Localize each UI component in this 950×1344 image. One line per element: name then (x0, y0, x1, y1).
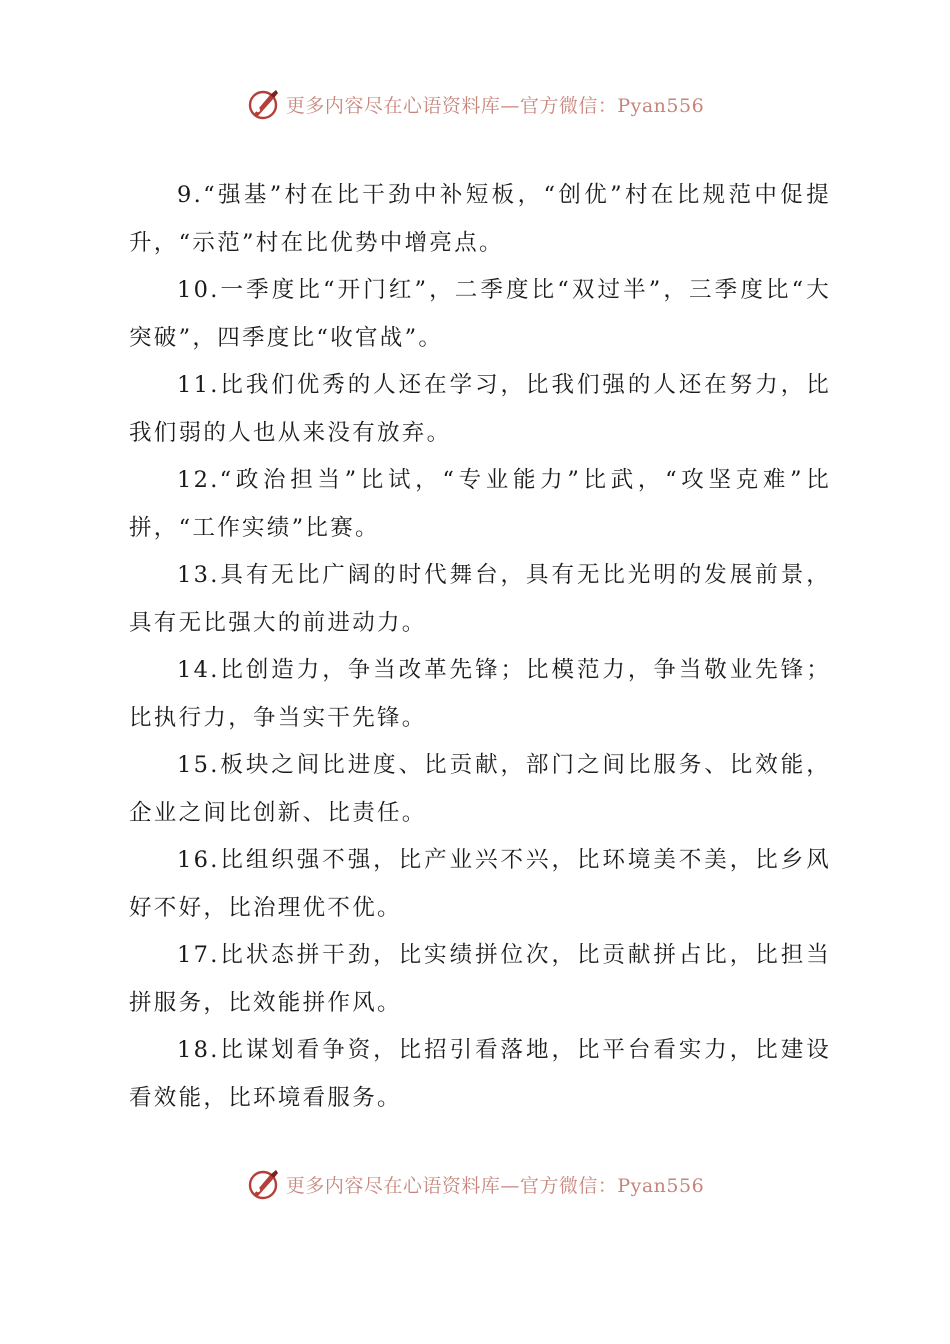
footer-watermark-text: 更多内容尽在心语资料库—官方微信：Pyan556 (285, 1174, 705, 1197)
pen-logo-icon (246, 86, 282, 122)
header-watermark (0, 84, 950, 124)
header-watermark-text: 更多内容尽在心语资料库—官方微信：Pyan556 (285, 94, 705, 117)
pen-logo-icon (246, 1166, 282, 1202)
paragraph-10: 10.一季度比“开门红”，二季度比“双过半”，三季度比“大突破”，四季度比“收官战”。 (129, 277, 831, 351)
paragraph-13: 13.具有无比广阔的时代舞台，具有无比光明的发展前景，具有无比强大的前进动力。 (129, 562, 831, 636)
footer-watermark (0, 1164, 950, 1204)
paragraph-16: 16.比组织强不强，比产业兴不兴，比环境美不美，比乡风好不好，比治理优不优。 (129, 847, 831, 921)
paragraph-9: 9.“强基”村在比干劲中补短板，“创优”村在比规范中促提升，“示范”村在比优势中增亮点。 (129, 182, 831, 256)
paragraph-15: 15.板块之间比进度、比贡献，部门之间比服务、比效能，企业之间比创新、比责任。 (129, 752, 831, 826)
paragraph-17: 17.比状态拼干劲，比实绩拼位次，比贡献拼占比，比担当拼服务，比效能拼作风。 (129, 942, 831, 1016)
document-body (129, 172, 831, 1122)
paragraph-12: 12.“政治担当”比试，“专业能力”比武，“攻坚克难”比拼，“工作实绩”比赛。 (129, 467, 831, 541)
paragraph-14: 14.比创造力，争当改革先锋；比模范力，争当敬业先锋；比执行力，争当实干先锋。 (129, 657, 831, 731)
paragraph-11: 11.比我们优秀的人还在学习，比我们强的人还在努力，比我们弱的人也从来没有放弃。 (129, 372, 831, 446)
paragraph-18: 18.比谋划看争资，比招引看落地，比平台看实力，比建设看效能，比环境看服务。 (129, 1037, 831, 1111)
